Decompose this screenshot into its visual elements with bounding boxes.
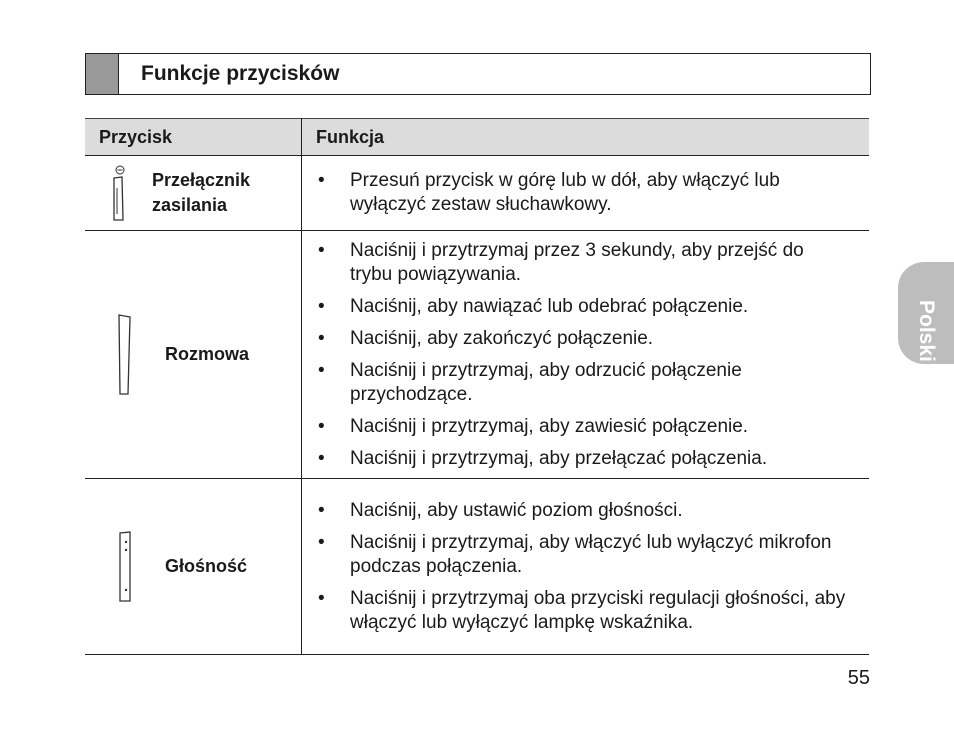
volume-button-icon <box>85 531 165 603</box>
button-cell <box>85 231 302 479</box>
function-cell <box>302 479 870 655</box>
button-name: Rozmowa <box>165 344 250 364</box>
column-header-function: Funkcja <box>302 119 870 156</box>
power-switch-icon <box>85 164 152 222</box>
function-item: • Naciśnij i przytrzymaj, aby przełączać połączenia. <box>318 447 851 471</box>
button-name: Głośność <box>165 556 248 576</box>
button-functions-table <box>85 118 869 655</box>
table-row <box>85 156 869 231</box>
button-name: Przełącznik zasilania <box>151 170 251 215</box>
button-cell <box>85 156 302 231</box>
function-item: • Naciśnij i przytrzymaj, aby włączyć lub wyłączyć mikrofon podczas połączenia. <box>318 531 851 579</box>
function-item: • Naciśnij, aby nawiązać lub odebrać połączenie. <box>318 295 851 319</box>
table-header-row <box>85 119 869 156</box>
call-button-icon <box>85 314 165 396</box>
button-cell <box>85 479 302 655</box>
section-title: Funkcje przycisków <box>141 62 340 85</box>
table-row <box>85 479 869 655</box>
section-header <box>85 53 871 95</box>
column-header-button: Przycisk <box>85 119 302 156</box>
function-cell <box>302 231 870 479</box>
function-item: • Naciśnij i przytrzymaj oba przyciski regulacji głośności, aby włączyć lub wyłączyć lampkę wskaźnika. <box>318 587 851 635</box>
function-item: • Naciśnij i przytrzymaj przez 3 sekundy, aby przejść do trybu powiązywania. <box>318 239 851 287</box>
language-label: Polski <box>915 300 938 362</box>
page-number: 55 <box>847 667 870 689</box>
function-cell <box>302 156 870 231</box>
section-header-tab <box>86 54 119 94</box>
function-item: • Naciśnij i przytrzymaj, aby zawiesić połączenie. <box>318 415 851 439</box>
function-item: • Naciśnij i przytrzymaj, aby odrzucić połączenie przychodzące. <box>318 359 851 407</box>
language-side-tab <box>898 262 954 364</box>
function-item: • Naciśnij, aby zakończyć połączenie. <box>318 327 851 351</box>
table-row <box>85 231 869 479</box>
function-item: • Przesuń przycisk w górę lub w dół, aby włączyć lub wyłączyć zestaw słuchawkowy. <box>318 169 851 217</box>
function-item: • Naciśnij, aby ustawić poziom głośności. <box>318 499 851 523</box>
